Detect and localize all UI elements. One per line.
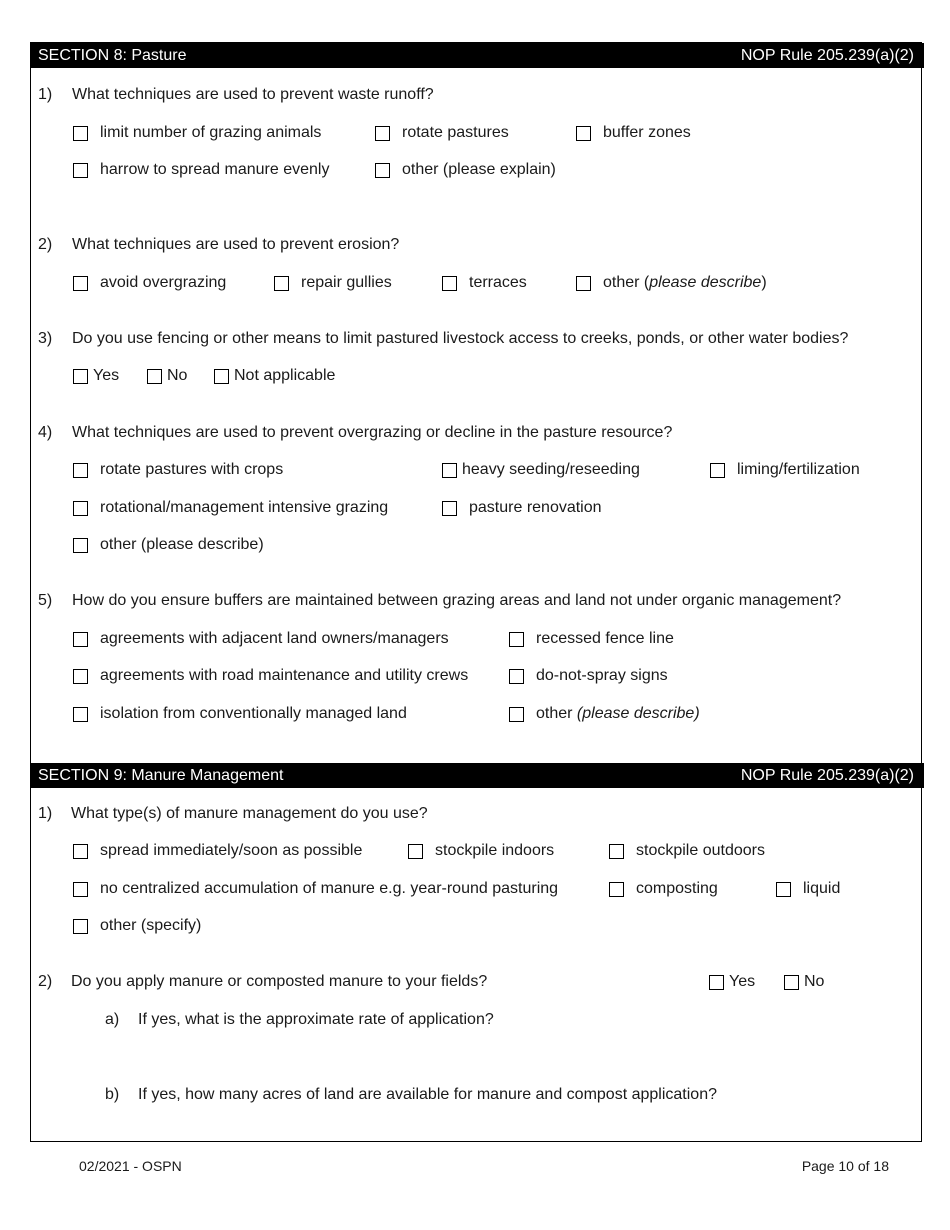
s8-q4-opt-rotational-grazing[interactable]: rotational/management intensive grazing xyxy=(73,498,388,518)
checkbox[interactable] xyxy=(442,501,457,516)
s9-q1-opt-spread[interactable]: spread immediately/soon as possible xyxy=(73,841,362,861)
s8-q4-opt-liming[interactable]: liming/fertilization xyxy=(710,460,860,480)
section-9-title: SECTION 9: Manure Management xyxy=(38,766,284,784)
s8-q3-opt-yes[interactable]: Yes xyxy=(73,366,119,386)
checkbox[interactable] xyxy=(73,369,88,384)
checkbox[interactable] xyxy=(776,882,791,897)
checkbox[interactable] xyxy=(709,975,724,990)
s8-q5-opt-road-crews[interactable]: agreements with road maintenance and utility crews xyxy=(73,666,468,686)
checkbox[interactable] xyxy=(609,882,624,897)
checkbox[interactable] xyxy=(73,632,88,647)
section-8-title: SECTION 8: Pasture xyxy=(38,46,187,64)
checkbox[interactable] xyxy=(73,126,88,141)
checkbox[interactable] xyxy=(576,126,591,141)
s8-q5-opt-recessed-fence[interactable]: recessed fence line xyxy=(509,629,674,649)
s8-q1-opt-other[interactable]: other (please explain) xyxy=(375,160,556,180)
checkbox[interactable] xyxy=(73,882,88,897)
s8-q4-text: What techniques are used to prevent overgrazing or decline in the pasture resource? xyxy=(72,424,673,441)
s8-q5-opt-adjacent-owners[interactable]: agreements with adjacent land owners/managers xyxy=(73,629,449,649)
checkbox[interactable] xyxy=(73,707,88,722)
s8-q2-opt-other[interactable]: other (please describe) xyxy=(576,273,767,293)
checkbox[interactable] xyxy=(576,276,591,291)
footer-date: 02/2021 - OSPN xyxy=(79,1158,182,1174)
s8-q5-text: How do you ensure buffers are maintained between grazing areas and land not under organic management? xyxy=(72,592,842,609)
s8-q2-opt-repair-gullies[interactable]: repair gullies xyxy=(274,273,392,293)
checkbox[interactable] xyxy=(73,669,88,684)
s8-q1-number: 1) xyxy=(38,86,53,103)
s9-q2b-text: If yes, how many acres of land are available for manure and compost application? xyxy=(138,1086,717,1103)
s8-q2-number: 2) xyxy=(38,236,53,253)
s8-q5-opt-other[interactable]: other (please describe) xyxy=(509,704,700,724)
s8-q1-opt-rotate-pastures[interactable]: rotate pastures xyxy=(375,123,509,143)
section-9-header xyxy=(30,763,924,788)
section-9-rule: NOP Rule 205.239(a)(2) xyxy=(740,766,914,784)
s9-q1-opt-stockpile-indoors[interactable]: stockpile indoors xyxy=(408,841,554,861)
s9-q1-opt-liquid[interactable]: liquid xyxy=(776,879,840,899)
s8-q2-text: What techniques are used to prevent erosion? xyxy=(72,236,400,253)
s8-q5-opt-isolation[interactable]: isolation from conventionally managed land xyxy=(73,704,407,724)
section-8-rule: NOP Rule 205.239(a)(2) xyxy=(740,46,914,64)
checkbox[interactable] xyxy=(73,919,88,934)
s9-q2-number: 2) xyxy=(38,973,53,990)
checkbox[interactable] xyxy=(609,844,624,859)
s8-q4-opt-pasture-renovation[interactable]: pasture renovation xyxy=(442,498,602,518)
s8-q3-opt-no[interactable]: No xyxy=(147,366,187,386)
s8-q1-opt-buffer-zones[interactable]: buffer zones xyxy=(576,123,691,143)
s9-q2-opt-yes[interactable]: Yes xyxy=(709,972,755,992)
s8-q4-number: 4) xyxy=(38,424,53,441)
checkbox[interactable] xyxy=(509,707,524,722)
s9-q1-number: 1) xyxy=(38,805,53,822)
checkbox[interactable] xyxy=(442,463,457,478)
s9-q2-text: Do you apply manure or composted manure to your fields? xyxy=(71,973,488,990)
footer-page-number: Page 10 of 18 xyxy=(801,1158,889,1174)
s8-q3-text: Do you use fencing or other means to limit pastured livestock access to creeks, ponds, or other water bodies? xyxy=(72,330,849,347)
checkbox[interactable] xyxy=(73,163,88,178)
s8-q4-opt-heavy-seeding[interactable]: heavy seeding/reseeding xyxy=(442,460,640,480)
checkbox[interactable] xyxy=(442,276,457,291)
s8-q1-opt-limit-grazing[interactable]: limit number of grazing animals xyxy=(73,123,321,143)
s8-q3-number: 3) xyxy=(38,330,53,347)
checkbox[interactable] xyxy=(408,844,423,859)
checkbox[interactable] xyxy=(73,276,88,291)
s8-q2-opt-avoid-overgrazing[interactable]: avoid overgrazing xyxy=(73,273,226,293)
checkbox[interactable] xyxy=(784,975,799,990)
checkbox[interactable] xyxy=(73,501,88,516)
s9-q1-opt-other[interactable]: other (specify) xyxy=(73,916,201,936)
s9-q1-opt-composting[interactable]: composting xyxy=(609,879,718,899)
s8-q5-number: 5) xyxy=(38,592,53,609)
s9-q1-text: What type(s) of manure management do you use? xyxy=(71,805,428,822)
checkbox[interactable] xyxy=(147,369,162,384)
checkbox[interactable] xyxy=(73,463,88,478)
s9-q2a-label: a) xyxy=(105,1011,120,1028)
s9-q1-opt-no-centralized[interactable]: no centralized accumulation of manure e.g. year-round pasturing xyxy=(73,879,558,899)
checkbox[interactable] xyxy=(214,369,229,384)
checkbox[interactable] xyxy=(710,463,725,478)
checkbox[interactable] xyxy=(73,844,88,859)
checkbox[interactable] xyxy=(274,276,289,291)
s9-q1-opt-stockpile-outdoors[interactable]: stockpile outdoors xyxy=(609,841,765,861)
checkbox[interactable] xyxy=(375,126,390,141)
checkbox[interactable] xyxy=(73,538,88,553)
s8-q4-opt-rotate-crops[interactable]: rotate pastures with crops xyxy=(73,460,283,480)
s9-q2b-label: b) xyxy=(105,1086,120,1103)
checkbox[interactable] xyxy=(509,669,524,684)
s8-q1-text: What techniques are used to prevent waste runoff? xyxy=(72,86,434,103)
s9-q2-opt-no[interactable]: No xyxy=(784,972,824,992)
section-8-header xyxy=(30,43,924,68)
checkbox[interactable] xyxy=(375,163,390,178)
s8-q1-opt-harrow[interactable]: harrow to spread manure evenly xyxy=(73,160,329,180)
checkbox[interactable] xyxy=(509,632,524,647)
s8-q5-opt-do-not-spray[interactable]: do-not-spray signs xyxy=(509,666,668,686)
s8-q2-opt-terraces[interactable]: terraces xyxy=(442,273,527,293)
s9-q2a-text: If yes, what is the approximate rate of application? xyxy=(138,1011,494,1028)
s8-q4-opt-other[interactable]: other (please describe) xyxy=(73,535,264,555)
s8-q3-opt-not-applicable[interactable]: Not applicable xyxy=(214,366,335,386)
